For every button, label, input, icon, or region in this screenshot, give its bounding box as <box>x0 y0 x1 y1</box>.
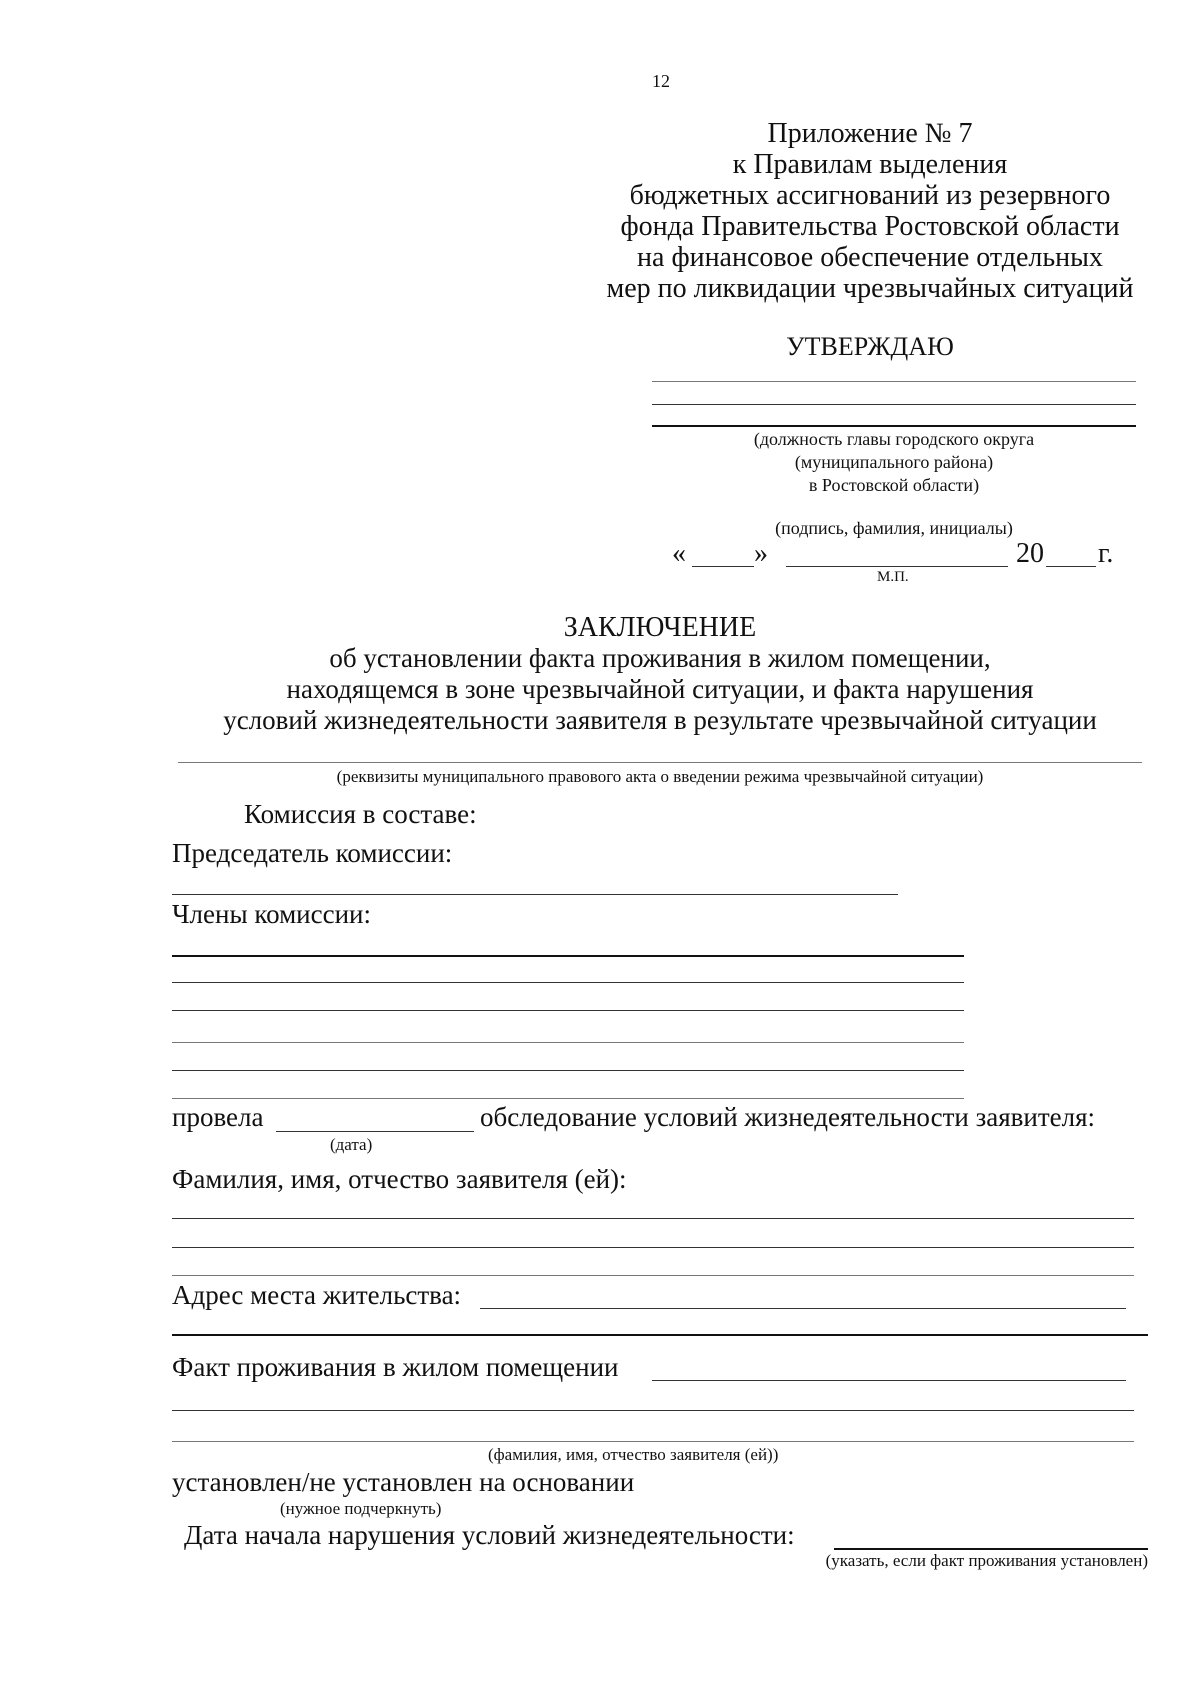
date-close-quote: » <box>754 538 768 569</box>
act-details-field[interactable] <box>178 762 1142 763</box>
document-title: ЗАКЛЮЧЕНИЕ <box>563 612 757 643</box>
applicant-name-field[interactable] <box>172 1247 1134 1248</box>
position-field-line[interactable] <box>652 381 1136 382</box>
applicant-name-field[interactable] <box>172 1275 1134 1276</box>
date-year-field[interactable] <box>1046 566 1096 567</box>
member-field[interactable] <box>172 1070 964 1071</box>
act-caption: (реквизиты муниципального правового акта о введении режима чрезвычайной ситуации) <box>336 767 984 786</box>
subtitle-line: находящемся в зоне чрезвычайной ситуации, и факта нарушения <box>286 674 1034 704</box>
date-year-suffix: г. <box>1098 538 1114 569</box>
established-text: установлен/не установлен на основании <box>172 1467 635 1497</box>
appendix-line: на финансовое обеспечение отдельных <box>637 242 1103 273</box>
address-field-continued[interactable] <box>172 1334 1148 1336</box>
address-field[interactable] <box>480 1308 1126 1309</box>
underline-caption: (нужное подчеркнуть) <box>280 1499 442 1518</box>
disruption-date-label: Дата начала нарушения условий жизнедеятельности: <box>184 1520 795 1550</box>
signature-caption: (подпись, фамилия, инициалы) <box>775 518 1013 538</box>
inspection-text: обследование условий жизнедеятельности заявителя: <box>480 1102 1096 1132</box>
chairman-label: Председатель комиссии: <box>172 838 453 868</box>
subtitle-line: об установлении факта проживания в жилом помещении, <box>329 643 991 673</box>
residence-field-continued[interactable] <box>172 1441 1134 1442</box>
residence-label: Факт проживания в жилом помещении <box>172 1352 619 1382</box>
date-day-field[interactable] <box>692 566 754 567</box>
caption-line: (должность главы городского округа <box>753 429 1035 449</box>
subtitle-line: условий жизнедеятельности заявителя в результате чрезвычайной ситуации <box>223 705 1097 735</box>
members-label: Члены комиссии: <box>172 899 371 929</box>
inspection-date-field[interactable] <box>276 1131 474 1132</box>
address-label: Адрес места жительства: <box>172 1280 462 1310</box>
date-open-quote: « <box>672 538 686 569</box>
position-caption <box>652 428 1136 497</box>
appendix-line: бюджетных ассигнований из резервного <box>629 180 1111 211</box>
date-caption: (дата) <box>330 1135 373 1154</box>
document-subtitle <box>100 643 1200 736</box>
residence-field[interactable] <box>652 1380 1126 1381</box>
disruption-caption: (указать, если факт проживания установлен) <box>825 1551 1148 1570</box>
appendix-header <box>600 118 1140 304</box>
applicant-name-label: Фамилия, имя, отчество заявителя (ей): <box>172 1164 627 1194</box>
member-field[interactable] <box>172 982 964 983</box>
date-year-prefix: 20 <box>1016 538 1044 569</box>
member-field[interactable] <box>172 955 964 957</box>
conducted-label: провела <box>172 1102 264 1132</box>
approval-heading: УТВЕРЖДАЮ <box>786 332 954 361</box>
position-field-line[interactable] <box>652 425 1136 427</box>
stamp-label: М.П. <box>877 569 909 585</box>
member-field[interactable] <box>172 1098 964 1099</box>
page-number: 12 <box>652 71 670 91</box>
appendix-line: к Правилам выделения <box>732 149 1008 180</box>
applicant-name-field[interactable] <box>172 1218 1134 1219</box>
chairman-field[interactable] <box>172 894 898 895</box>
date-month-field[interactable] <box>786 566 1008 567</box>
caption-line: в Ростовской области) <box>808 475 980 495</box>
appendix-line: мер по ликвидации чрезвычайных ситуаций <box>606 273 1134 304</box>
residence-caption: (фамилия, имя, отчество заявителя (ей)) <box>488 1445 779 1464</box>
appendix-line: Приложение № 7 <box>767 118 973 149</box>
position-field-line[interactable] <box>652 404 1136 405</box>
caption-line: (муниципального района) <box>794 452 994 472</box>
appendix-line: фонда Правительства Ростовской области <box>620 211 1120 242</box>
commission-composition-label: Комиссия в составе: <box>244 799 477 829</box>
member-field[interactable] <box>172 1010 964 1011</box>
member-field[interactable] <box>172 1042 964 1043</box>
residence-field-continued[interactable] <box>172 1410 1134 1411</box>
